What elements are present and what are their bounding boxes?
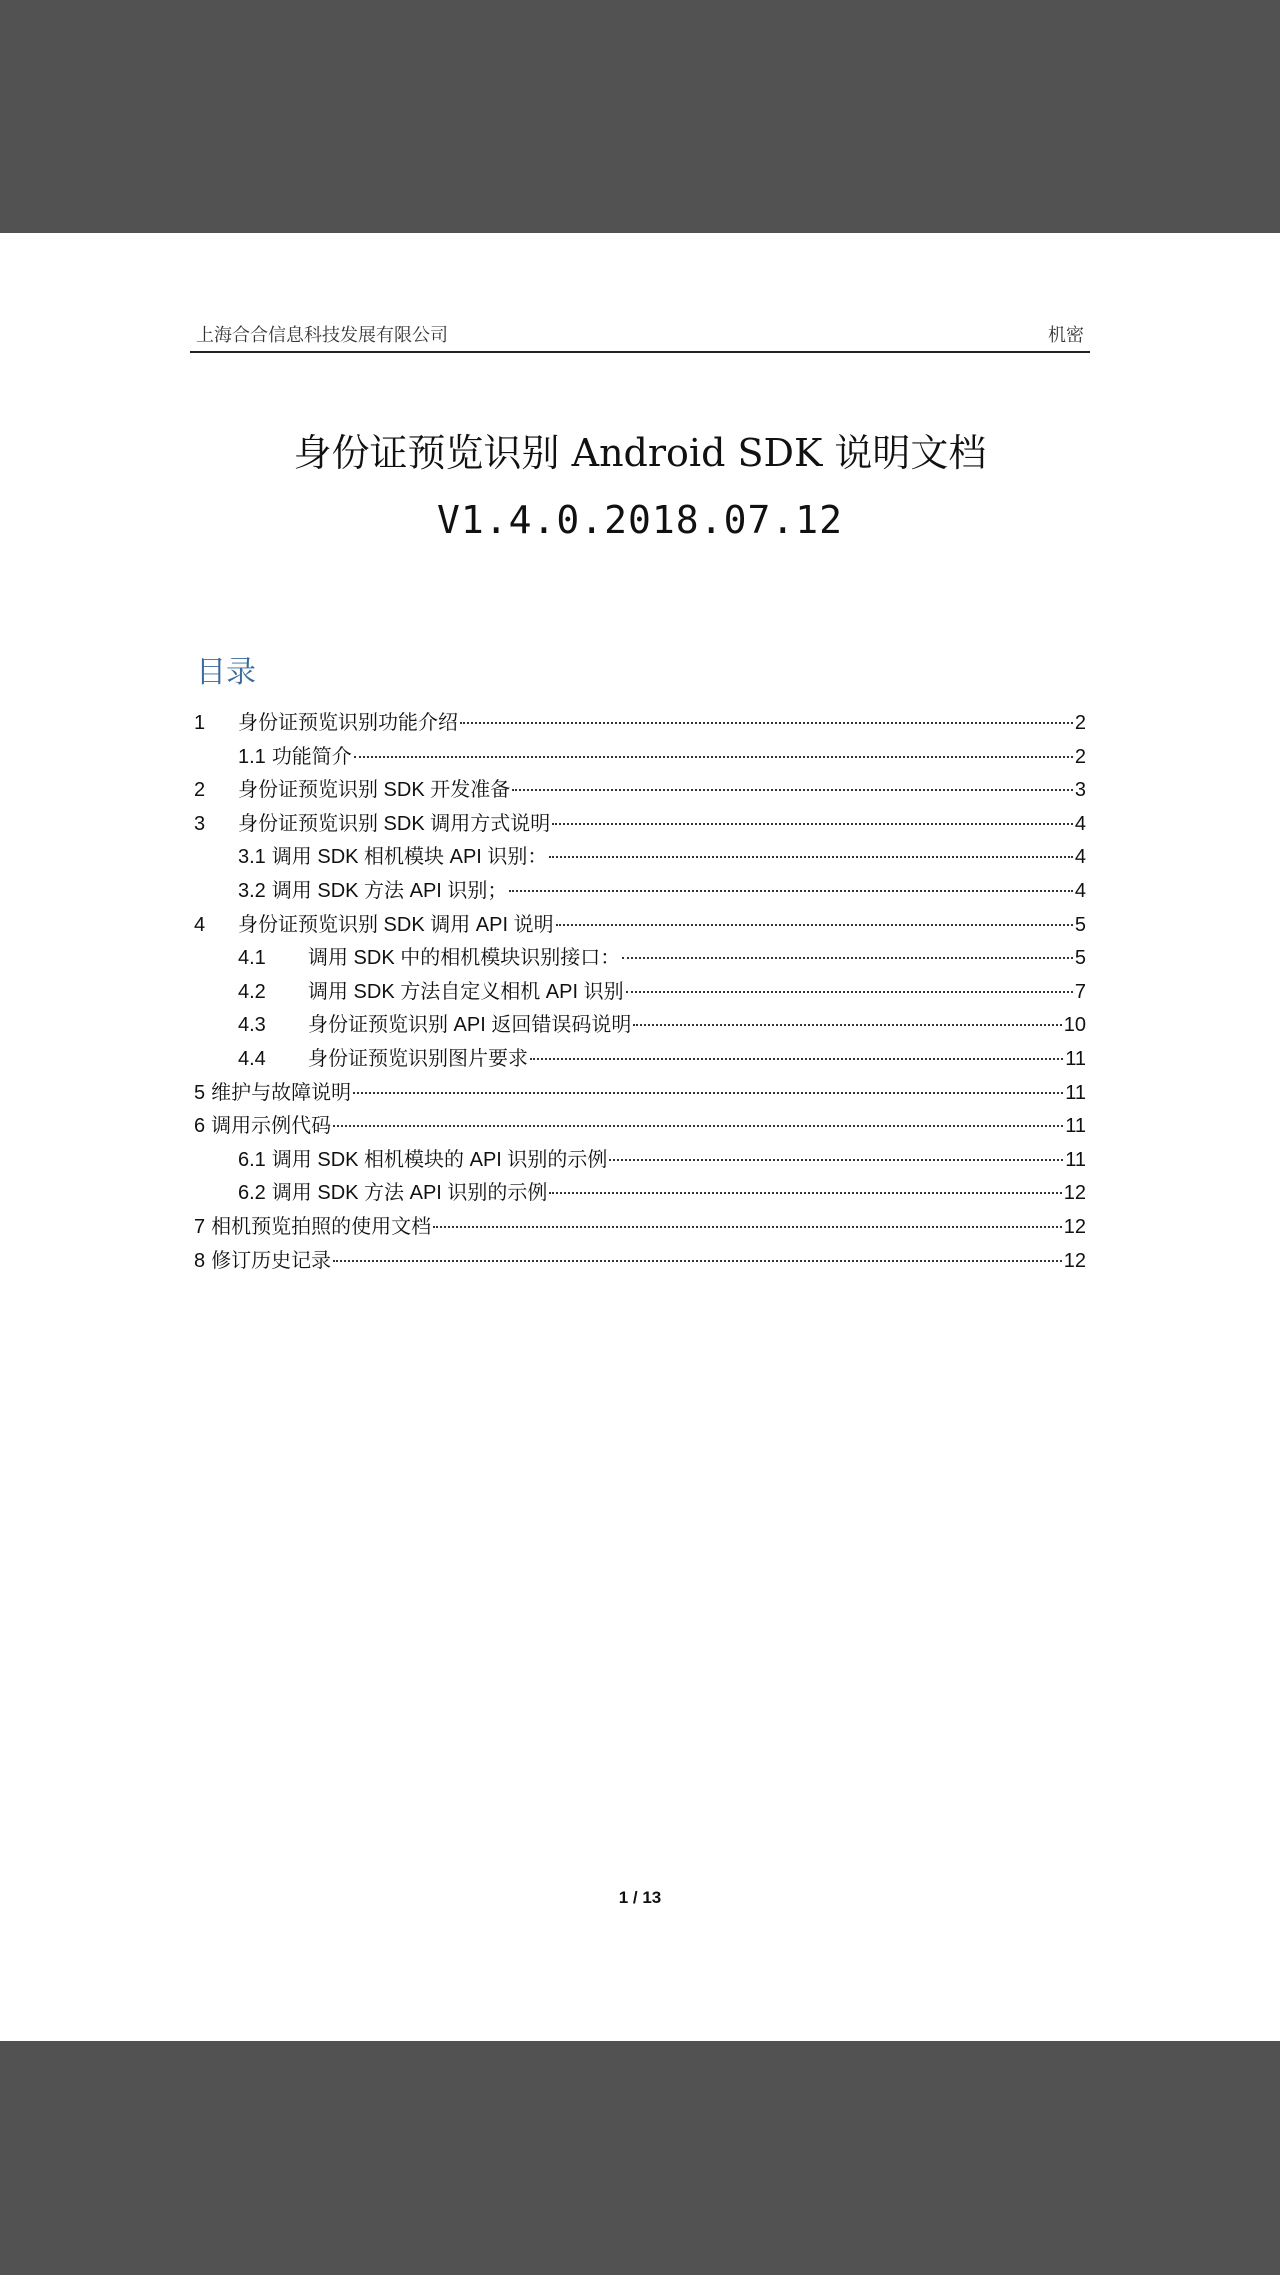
toc-entry-title: 修订历史记录 xyxy=(211,1249,332,1272)
document-title: 身份证预览识别 Android SDK 说明文档 xyxy=(293,431,987,475)
toc-entry-page: 2 xyxy=(1074,745,1086,768)
toc-entry[interactable] xyxy=(194,741,1086,775)
toc-entry-title: 调用 SDK 方法 API 识别的示例 xyxy=(271,1182,548,1205)
toc-leader xyxy=(633,1024,1061,1026)
toc-entry-title: 身份证预览识别 API 返回错误码说明 xyxy=(308,1014,632,1037)
toc-entry-number: 4.2 xyxy=(238,980,266,1003)
toc-entry-title: 相机预览拍照的使用文档 xyxy=(211,1215,432,1238)
toc-entry-number: 4 xyxy=(194,913,206,936)
toc-leader xyxy=(333,1125,1063,1127)
toc-leader xyxy=(622,957,1073,959)
toc-entry[interactable] xyxy=(194,707,1086,741)
toc-entry-page: 11 xyxy=(1065,1047,1086,1070)
header-classification: 机密 xyxy=(1048,325,1084,346)
toc-entry-title: 调用 SDK 相机模块 API 识别： xyxy=(271,846,548,869)
toc-leader xyxy=(626,991,1073,993)
toc-entry-number: 2 xyxy=(194,779,206,802)
toc-entry-page: 11 xyxy=(1065,1115,1086,1138)
toc-heading: 目录 xyxy=(196,655,256,690)
header-company: 上海合合信息科技发展有限公司 xyxy=(196,325,448,346)
page-header xyxy=(190,323,1090,353)
toc-entry[interactable] xyxy=(194,1043,1086,1077)
document-version: V1.4.0.2018.07.12 xyxy=(437,498,843,542)
toc-leader xyxy=(433,1226,1062,1228)
toc-entry-page: 12 xyxy=(1063,1215,1086,1238)
toc-entry-page: 4 xyxy=(1074,812,1086,835)
toc-entry-page: 2 xyxy=(1074,712,1086,734)
toc-entry-title: 调用 SDK 方法 API 识别； xyxy=(271,879,508,902)
toc-entry-title: 身份证预览识别图片要求 xyxy=(308,1047,528,1070)
toc-entry[interactable] xyxy=(194,808,1086,842)
toc-entry-number: 5 xyxy=(194,1081,206,1104)
toc-entry-number: 6.2 xyxy=(238,1182,266,1205)
toc-entry-page: 3 xyxy=(1074,779,1086,802)
toc-leader xyxy=(609,1159,1063,1161)
toc-leader xyxy=(512,789,1073,791)
toc-entry[interactable] xyxy=(194,1245,1086,1279)
toc-entry[interactable] xyxy=(194,1144,1086,1178)
toc-entry-title: 功能简介 xyxy=(271,745,352,768)
toc-entry-page: 12 xyxy=(1063,1249,1086,1272)
toc-entry[interactable] xyxy=(194,875,1086,909)
toc-entry[interactable] xyxy=(194,841,1086,875)
toc-entry-page: 11 xyxy=(1065,1081,1086,1104)
toc-entry-number: 8 xyxy=(194,1249,206,1272)
toc-entry-number: 1 xyxy=(194,712,206,734)
toc-entry-title: 调用 SDK 相机模块的 API 识别的示例 xyxy=(271,1148,608,1171)
toc-entry-title: 调用 SDK 方法自定义相机 API 识别 xyxy=(308,980,624,1003)
toc-entry-number: 7 xyxy=(194,1215,206,1238)
toc-entry-number: 3.2 xyxy=(238,879,266,902)
toc-entry[interactable] xyxy=(194,1110,1086,1144)
toc-entry[interactable] xyxy=(194,976,1086,1010)
toc-entry-title: 身份证预览识别功能介绍 xyxy=(238,712,458,734)
toc-entry-page: 7 xyxy=(1074,980,1086,1003)
toc-leader xyxy=(549,856,1072,858)
toc-leader xyxy=(556,924,1073,926)
toc-entry-number: 3.1 xyxy=(238,846,266,869)
toc-entry-page: 12 xyxy=(1063,1182,1086,1205)
toc-entry-title: 身份证预览识别 SDK 调用方式说明 xyxy=(238,812,551,835)
toc-entry[interactable] xyxy=(194,909,1086,943)
page-number: 1 / 13 xyxy=(618,1888,662,1907)
toc-leader xyxy=(552,823,1073,825)
toc-entry-page: 4 xyxy=(1074,879,1086,902)
toc-entry[interactable] xyxy=(194,942,1086,976)
toc-entry-number: 1.1 xyxy=(238,745,266,768)
toc-entry-number: 4.1 xyxy=(238,947,266,970)
toc-entry[interactable] xyxy=(194,1177,1086,1211)
table-of-contents xyxy=(194,707,1086,1278)
toc-entry-title: 身份证预览识别 SDK 调用 API 说明 xyxy=(238,913,554,936)
toc-entry-title: 调用 SDK 中的相机模块识别接口： xyxy=(308,947,621,970)
toc-entry-number: 4.3 xyxy=(238,1014,266,1037)
toc-entry[interactable] xyxy=(194,774,1086,808)
toc-entry-page: 10 xyxy=(1063,1014,1086,1037)
toc-entry-number: 4.4 xyxy=(238,1047,266,1070)
toc-entry-title: 身份证预览识别 SDK 开发准备 xyxy=(238,779,511,802)
toc-leader xyxy=(353,1092,1063,1094)
toc-leader xyxy=(460,722,1073,724)
toc-leader xyxy=(549,1192,1061,1194)
toc-entry-page: 5 xyxy=(1074,913,1086,936)
toc-entry-title: 维护与故障说明 xyxy=(211,1081,352,1104)
toc-leader xyxy=(354,756,1073,758)
toc-entry-page: 4 xyxy=(1074,846,1086,869)
toc-entry-page: 5 xyxy=(1074,947,1086,970)
toc-entry-title: 调用示例代码 xyxy=(211,1115,332,1138)
toc-leader xyxy=(530,1058,1063,1060)
toc-entry-number: 6.1 xyxy=(238,1148,266,1171)
toc-entry-page: 11 xyxy=(1065,1148,1086,1171)
toc-entry[interactable] xyxy=(194,1009,1086,1043)
toc-entry-number: 6 xyxy=(194,1115,206,1138)
toc-leader xyxy=(333,1260,1062,1262)
toc-entry[interactable] xyxy=(194,1211,1086,1245)
document-page xyxy=(0,233,1280,2041)
toc-leader xyxy=(509,890,1072,892)
toc-entry[interactable] xyxy=(194,1077,1086,1111)
toc-entry-number: 3 xyxy=(194,812,206,835)
